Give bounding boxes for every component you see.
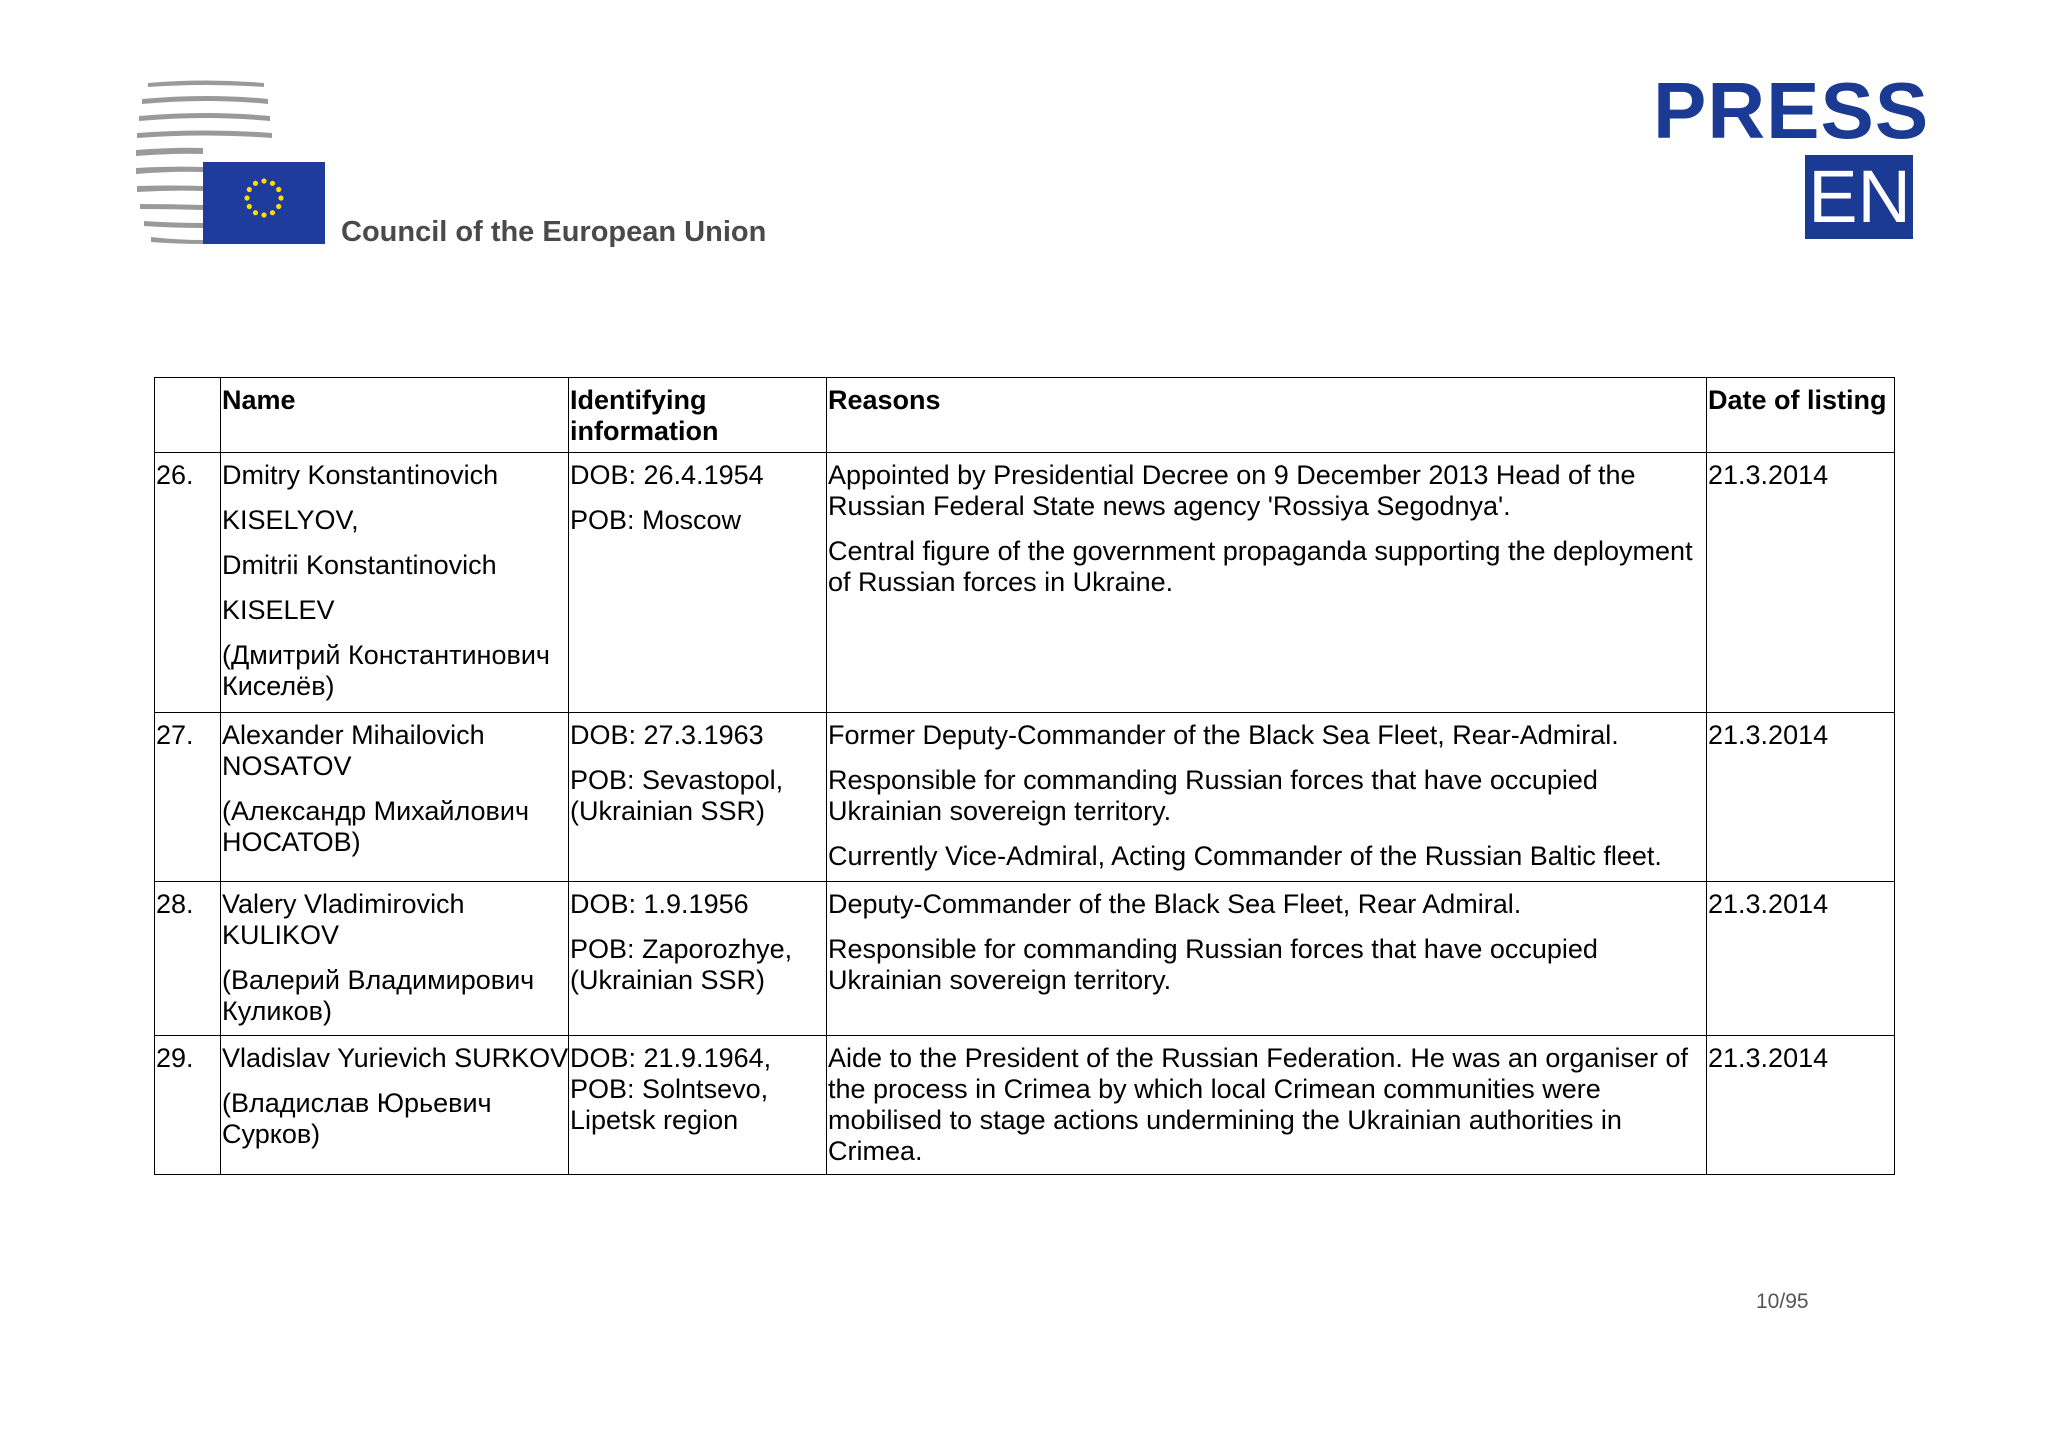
table-row bbox=[155, 453, 1895, 713]
identifying-line: DOB: 21.9.1964, POB: Solntsevo, Lipetsk region bbox=[570, 1043, 772, 1135]
name-line: Dmitry Konstantinovich bbox=[222, 460, 499, 490]
council-logo bbox=[136, 80, 336, 250]
identifying-cell bbox=[569, 453, 827, 713]
sanctions-table-container bbox=[154, 377, 1894, 1175]
name-line: Valery Vladimirovich KULIKOV bbox=[222, 889, 465, 950]
identifying-line: DOB: 1.9.1956 bbox=[570, 889, 749, 919]
identifying-line: DOB: 27.3.1963 bbox=[570, 720, 764, 750]
identifying-cell bbox=[569, 713, 827, 882]
header-date-of-listing: Date of listing bbox=[1707, 378, 1895, 453]
date-cell: 21.3.2014 bbox=[1707, 453, 1895, 713]
reason-paragraph: Former Deputy-Commander of the Black Sea Fleet, Rear-Admiral. bbox=[828, 720, 1619, 750]
header-identifying-information: Identifying information bbox=[569, 378, 827, 453]
eu-flag bbox=[203, 162, 325, 244]
reasons-cell bbox=[827, 453, 1707, 713]
date-cell: 21.3.2014 bbox=[1707, 882, 1895, 1036]
name-line: (Владислав Юрьевич Сурков) bbox=[222, 1088, 492, 1149]
table-header-row bbox=[155, 378, 1895, 453]
identifying-line: POB: Sevastopol, (Ukrainian SSR) bbox=[570, 765, 784, 826]
header-reasons: Reasons bbox=[827, 378, 1707, 453]
header-name: Name bbox=[221, 378, 569, 453]
row-number: 29. bbox=[155, 1036, 221, 1175]
reason-paragraph: Responsible for commanding Russian forces that have occupied Ukrainian sovereign territory. bbox=[828, 765, 1598, 826]
reason-paragraph: Appointed by Presidential Decree on 9 December 2013 Head of the Russian Federal State news agency 'Rossiya Segodnya'. bbox=[828, 460, 1636, 521]
identifying-line: POB: Moscow bbox=[570, 505, 742, 535]
name-line: Alexander Mihailovich NOSATOV bbox=[222, 720, 485, 781]
table-row bbox=[155, 713, 1895, 882]
date-cell: 21.3.2014 bbox=[1707, 1036, 1895, 1175]
name-line: Dmitrii Konstantinovich bbox=[222, 550, 497, 580]
sanctions-table bbox=[154, 377, 1895, 1175]
table-row bbox=[155, 1036, 1895, 1175]
name-line: KISELEV bbox=[222, 595, 335, 625]
name-cell bbox=[221, 453, 569, 713]
reasons-cell bbox=[827, 713, 1707, 882]
organization-name: Council of the European Union bbox=[341, 216, 767, 248]
press-label: PRESS bbox=[1653, 66, 1930, 155]
name-line: (Дмитрий Константинович Киселёв) bbox=[222, 640, 550, 701]
row-number: 28. bbox=[155, 882, 221, 1036]
press-badge bbox=[1653, 66, 1930, 239]
table-row bbox=[155, 882, 1895, 1036]
header-number bbox=[155, 378, 221, 453]
reason-paragraph: Responsible for commanding Russian forces that have occupied Ukrainian sovereign territory. bbox=[828, 934, 1598, 995]
identifying-cell bbox=[569, 882, 827, 1036]
name-line: KISELYOV, bbox=[222, 505, 359, 535]
date-cell: 21.3.2014 bbox=[1707, 713, 1895, 882]
council-building-flag-icon bbox=[136, 80, 336, 250]
reasons-cell bbox=[827, 1036, 1707, 1175]
name-line: (Валерий Владимирович Куликов) bbox=[222, 965, 535, 1026]
row-number: 27. bbox=[155, 713, 221, 882]
name-cell bbox=[221, 1036, 569, 1175]
reason-paragraph: Currently Vice-Admiral, Acting Commander of the Russian Baltic fleet. bbox=[828, 841, 1662, 871]
name-line: Vladislav Yurievich SURKOV bbox=[222, 1043, 569, 1073]
name-line: (Александр Михайлович НОСАТОВ) bbox=[222, 796, 530, 857]
page-number: 10/95 bbox=[1756, 1290, 1809, 1313]
identifying-cell bbox=[569, 1036, 827, 1175]
row-number: 26. bbox=[155, 453, 221, 713]
language-badge: EN bbox=[1805, 155, 1913, 239]
reason-paragraph: Aide to the President of the Russian Federation. He was an organiser of the process in Crimea by which local Crimean communities were mobilised to stage actions undermining the Ukrainian authorities in Crimea. bbox=[828, 1043, 1688, 1166]
identifying-line: DOB: 26.4.1954 bbox=[570, 460, 764, 490]
identifying-line: POB: Zaporozhye, (Ukrainian SSR) bbox=[570, 934, 793, 995]
reason-paragraph: Central figure of the government propaganda supporting the deployment of Russian forces in Ukraine. bbox=[828, 536, 1693, 597]
reasons-cell bbox=[827, 882, 1707, 1036]
name-cell bbox=[221, 882, 569, 1036]
name-cell bbox=[221, 713, 569, 882]
reason-paragraph: Deputy-Commander of the Black Sea Fleet, Rear Admiral. bbox=[828, 889, 1522, 919]
